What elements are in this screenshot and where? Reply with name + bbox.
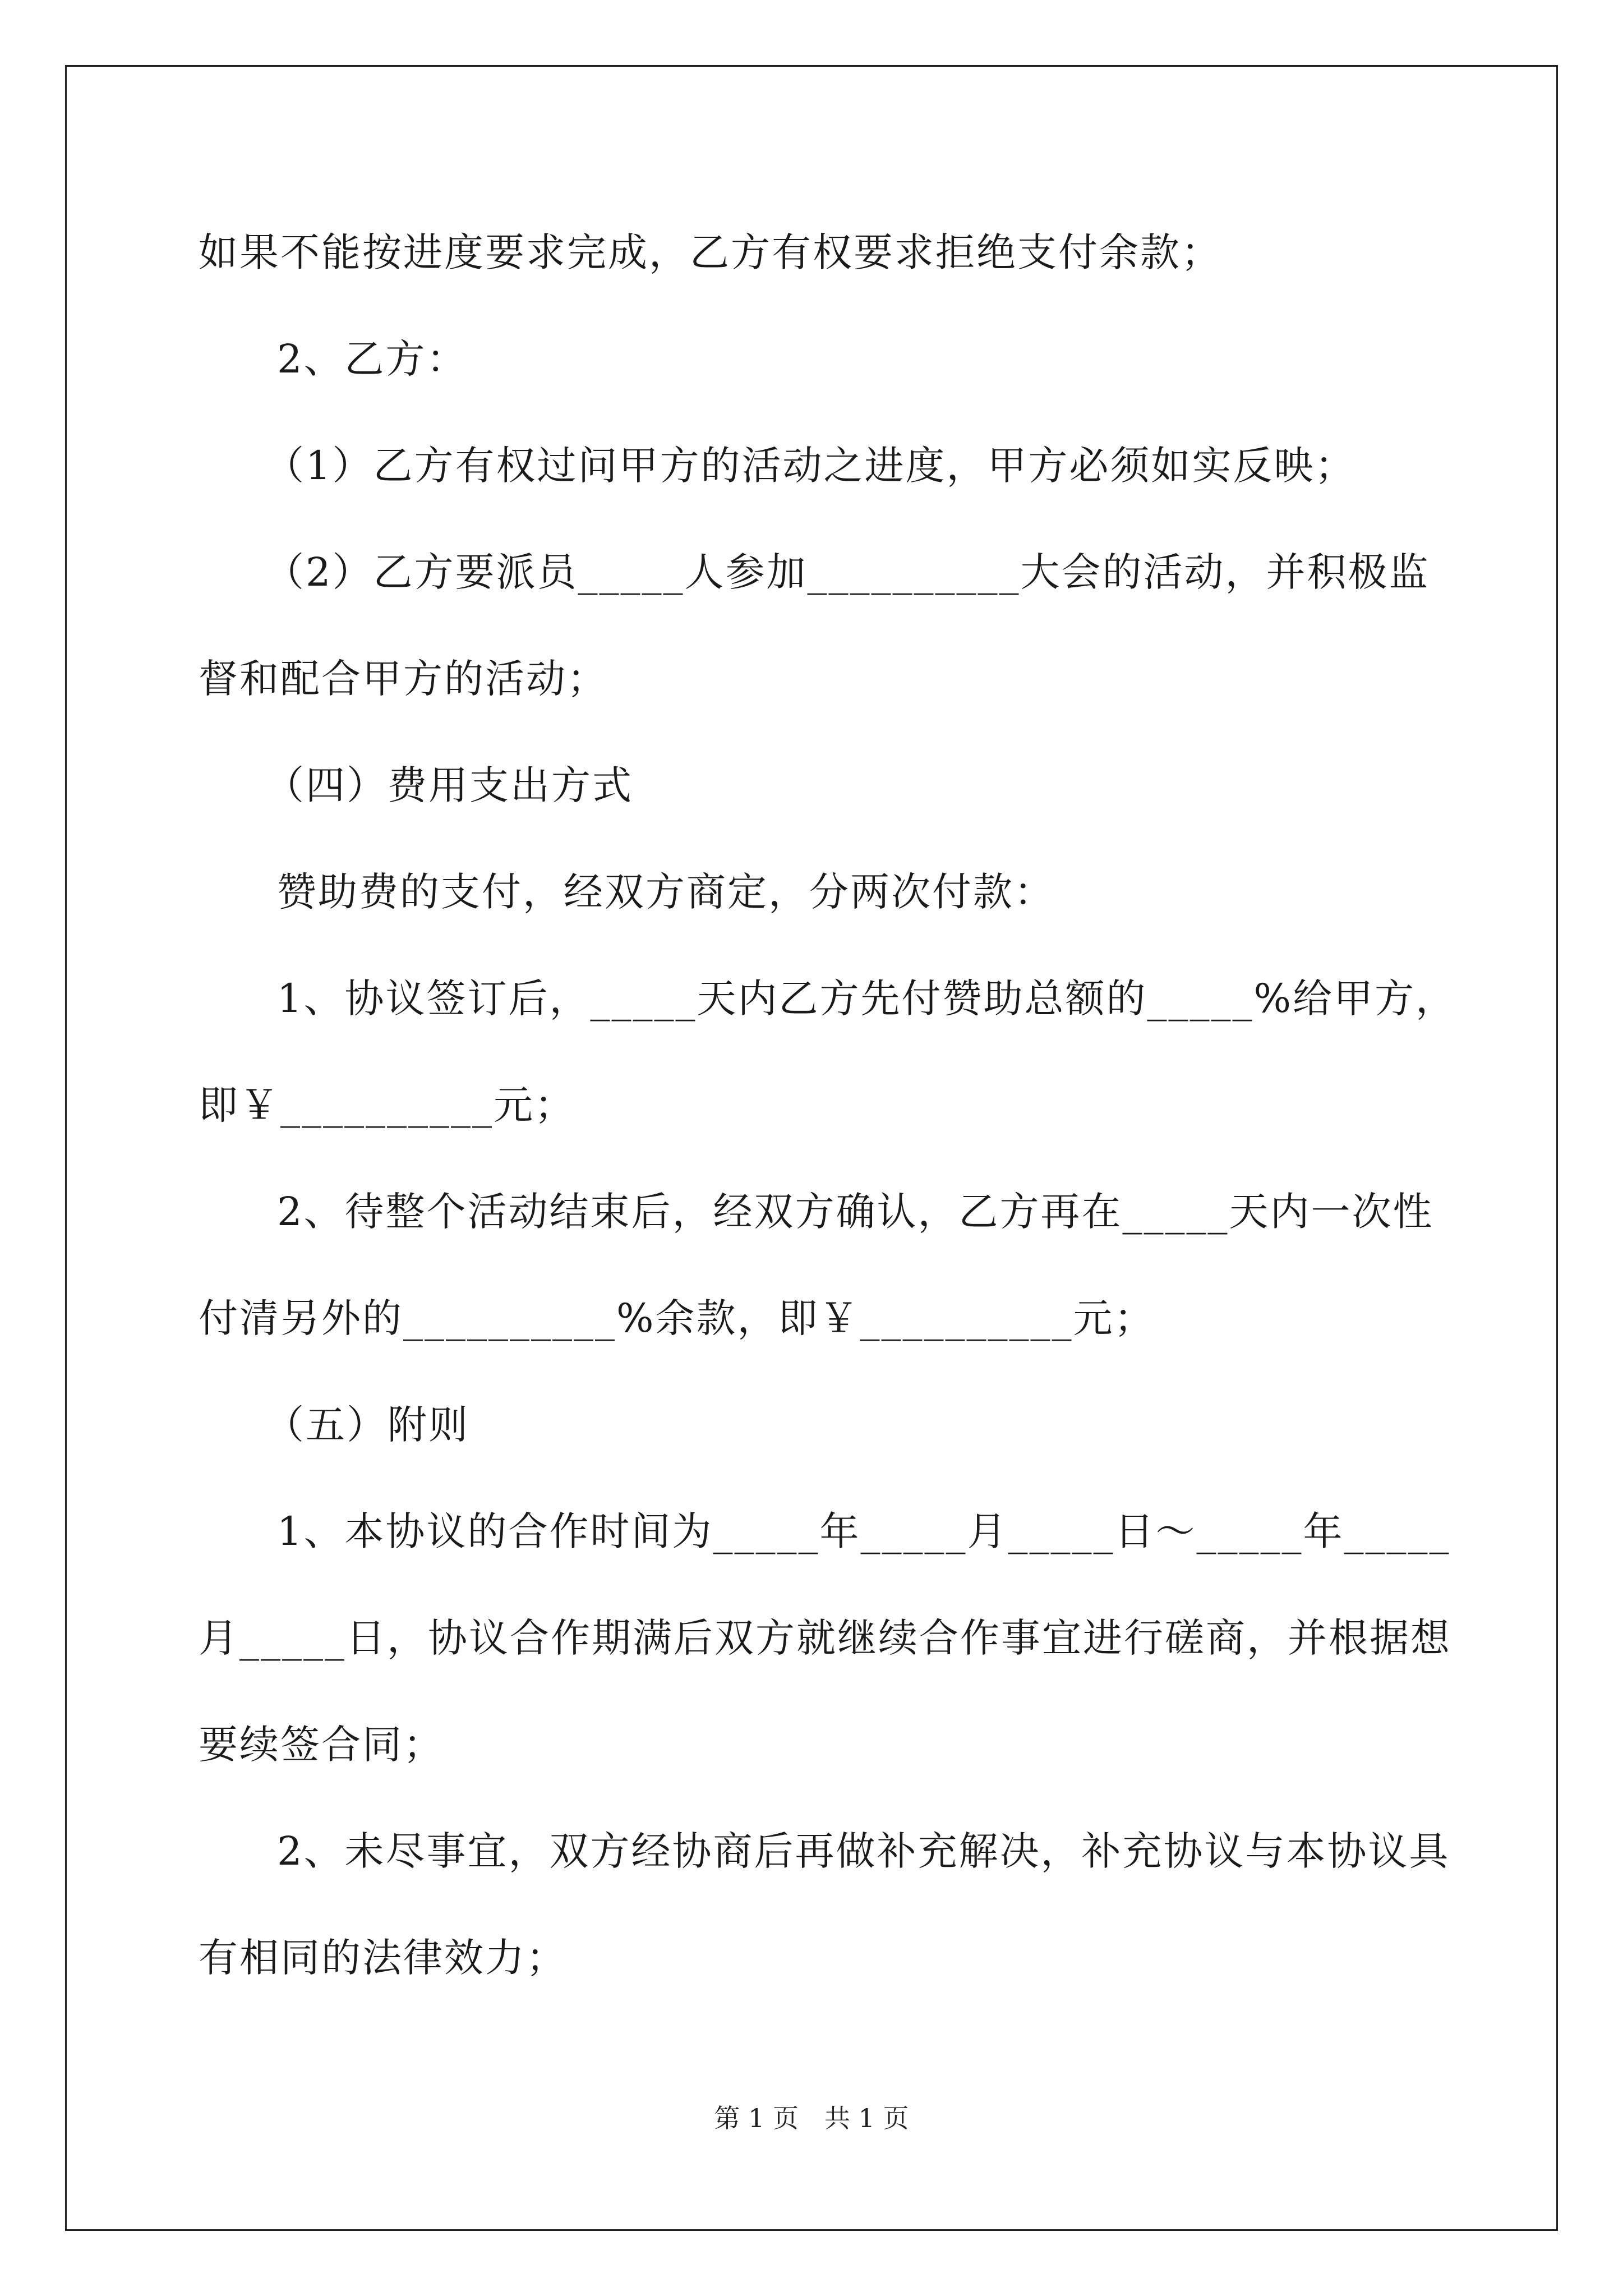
section-heading: （四）费用支出方式 <box>265 762 633 808</box>
paragraph-line: 付清另外的__________%余款，即￥__________元； <box>199 1295 1155 1341</box>
paragraph-line: 2、待整个活动结束后，经双方确认，乙方再在_____天内一次性 <box>277 1189 1434 1235</box>
paragraph-line: 1、协议签订后，_____天内乙方先付赞助总额的_____%给甲方， <box>277 976 1457 1022</box>
section-heading: 2、乙方： <box>277 336 468 382</box>
page-number-footer: 第 1 页 共 1 页 <box>714 2103 909 2133</box>
paragraph-line: 有相同的法律效力； <box>199 1935 567 1981</box>
paragraph-line: 2、未尽事宜，双方经协商后再做补充解决，补充协议与本协议具 <box>277 1828 1450 1874</box>
paragraph-line: 如果不能按进度要求完成，乙方有权要求拒绝支付余款； <box>199 229 1222 275</box>
paragraph-line: 赞助费的支付，经双方商定，分两次付款： <box>277 869 1055 915</box>
paragraph-line: 要续签合同； <box>199 1722 444 1768</box>
section-heading: （五）附则 <box>265 1402 469 1448</box>
paragraph-line: 月_____日，协议合作期满后双方就继续合作事宜进行磋商，并根据想 <box>199 1615 1451 1661</box>
paragraph-line: （2）乙方要派员_____人参加__________大会的活动，并积极监 <box>265 549 1430 595</box>
paragraph-line: 1、本协议的合作时间为_____年_____月_____日～_____年_____ <box>277 1508 1451 1554</box>
paragraph-line: （1）乙方有权过问甲方的活动之进度，甲方必须如实反映； <box>265 443 1356 489</box>
page-border <box>65 65 1558 2231</box>
paragraph-line: 即￥__________元； <box>199 1082 575 1128</box>
paragraph-line: 督和配合甲方的活动； <box>199 656 608 702</box>
